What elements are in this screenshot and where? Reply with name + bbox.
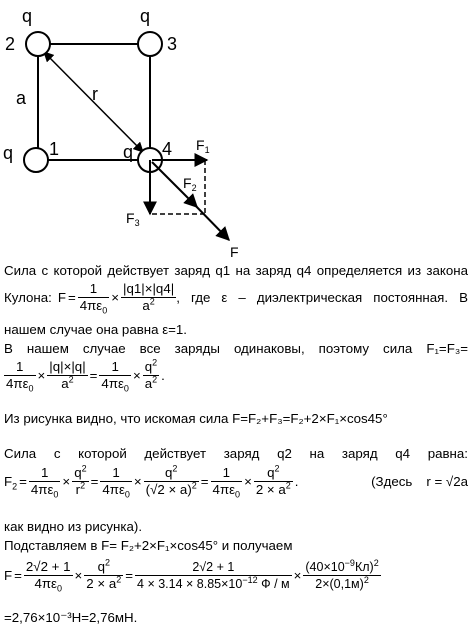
- times-sign: ×: [132, 368, 141, 383]
- frac-1-over-4pieps-b: $\frac{1}{4\pi\varepsilon_0}$: [6, 359, 34, 394]
- frac-q2-over-r2: $\frac{q^2}{r^2}$: [74, 463, 87, 497]
- diagonal-label-r: r: [92, 84, 98, 104]
- label-q3: q: [140, 6, 151, 26]
- text-line-3: нашем случае она равна ε=1.: [4, 322, 188, 337]
- text-line-9: как видно из рисунка).: [4, 519, 143, 534]
- text-line-6: Из рисунка видно, что искомая сила F=F₂+F₃=F₂+2×F₁×cos45°: [4, 411, 388, 426]
- frac-q1q4-over-a2: [121, 282, 176, 313]
- zdes-label: (Здесь: [371, 474, 413, 489]
- side-label-a: a: [16, 88, 27, 108]
- vertex-3: 3: [167, 34, 178, 54]
- text-line-10: Подставляем в F= F₂+2×F₁×cos45° и получаем: [4, 538, 293, 553]
- kulona-label: Кулона:: [4, 290, 52, 305]
- label-q1: q: [3, 143, 14, 163]
- vertex-1: 1: [49, 139, 60, 159]
- frac-num: |q1|×|q4|: [123, 281, 175, 296]
- frac-1-over-4pieps-d: $\frac{1}{4\pi\varepsilon_0}$: [30, 465, 59, 500]
- frac-1-over-4pieps-f: $\frac{1}{4\pi\varepsilon_0}$: [212, 465, 241, 500]
- frac-1-over-4pieps-e: $\frac{1}{4\pi\varepsilon_0}$: [102, 465, 130, 500]
- frac-q2-over-2a2: $\frac{q^2}{2 \times a^2}$: [255, 463, 291, 497]
- f2-formula-line: $F_2$ = $\frac{1}{4\pi\varepsilon_0}$ × $\frac{q^2}{r^2}$ = $\frac{1}{4\pi\varepsilon_0}$ × $\frac{q^2}{(√2 \times a)^2}$ = $\frac{1}{4\pi\varepsilon_0}$ × $\frac{q^2}{2 \times a^2}$ . (Здесь r = √2a: [4, 463, 468, 500]
- frac-q2-over-a2: $\frac{q^2}{a^2}$: [144, 357, 158, 391]
- label-q4: q: [123, 142, 134, 162]
- eq-sign: =: [67, 290, 76, 305]
- text-rest: , где ε – диэлектрическая постоянная. В: [176, 290, 468, 305]
- charge-3: [138, 32, 162, 56]
- frac-numeric-coeff: $\frac{2√2 + 1}{4 \times 3.14 \times 8.85\times 10^{-12} Ф / м}$: [137, 560, 290, 591]
- charge-2: [26, 32, 50, 56]
- force-f3-label: $F_3$: [126, 210, 140, 228]
- frac-qq-over-a2: $\frac{|q|\times|q|}{a^2}$: [49, 359, 86, 391]
- vertex-4: 4: [162, 139, 173, 159]
- text-line-result: =2,76×10⁻³Н=2,76мН.: [4, 610, 138, 625]
- formula-F-final: F: [4, 568, 13, 583]
- frac-q2-over-sqrt2a2: $\frac{q^2}{(√2 \times a)^2}$: [145, 463, 197, 497]
- r-equals: r = √2a: [426, 474, 468, 489]
- formula-F: F: [57, 290, 66, 305]
- coulomb-formula-line: [4, 281, 468, 316]
- F2-symbol: $F_2$: [4, 474, 18, 492]
- frac-1-over-4pieps-c: $\frac{1}{4\pi\varepsilon_0}$: [101, 359, 129, 394]
- period: .: [161, 368, 165, 383]
- final-formula-line: F = $\frac{2√2 + 1}{4\pi\varepsilon_0}$ × $\frac{q^2}{2 \times a^2}$ = $\frac{2√2 + 1}{4 \times 3.14 \times 8.85\times 10^{-12} Ф / м}$ × $\frac{(40\times 10^{-9}Кл)^2}{2\times(0,1м)^2}$: [4, 557, 379, 594]
- eq-sign: =: [89, 368, 98, 383]
- frac-den: $4\pi\varepsilon_0$: [79, 298, 108, 316]
- frac-q2-over-2a2-b: $\frac{q^2}{2 \times a^2}$: [86, 557, 122, 591]
- times-sign: ×: [37, 368, 46, 383]
- frac-2sqrt2p1-over-4pieps: $\frac{2√2 + 1}{4\pi\varepsilon_0}$: [25, 559, 71, 594]
- label-q2: q: [22, 6, 33, 26]
- text-line-1: Сила с которой действует заряд q1 на заряд q4 определяется из закона: [4, 263, 468, 278]
- text-line-4: В нашем случае все заряды одинаковы, поэтому сила F₁=F₃=: [4, 341, 468, 356]
- frac-num: 1: [78, 282, 110, 298]
- frac-1-over-4pieps: [78, 281, 110, 316]
- frac-den: $a^2$: [142, 296, 155, 313]
- force-f2-label: $F_2$: [183, 175, 197, 193]
- charge-square-diagram: [0, 0, 474, 270]
- vertex-2: 2: [5, 34, 16, 54]
- force-f-arrow: [190, 200, 229, 240]
- frac-numeric-charge: $\frac{(40\times 10^{-9}Кл)^2}{2\times(0,1м)^2}$: [305, 557, 379, 591]
- force-f1-label: $F_1$: [196, 137, 210, 155]
- times-sign: ×: [111, 290, 120, 305]
- charge-1: [24, 148, 48, 172]
- force-f-label: F: [230, 244, 239, 260]
- text-line-7: Сила с которой действует заряд q2 на заряд q4 равна:: [4, 446, 468, 461]
- equal-charges-formula: [4, 357, 167, 394]
